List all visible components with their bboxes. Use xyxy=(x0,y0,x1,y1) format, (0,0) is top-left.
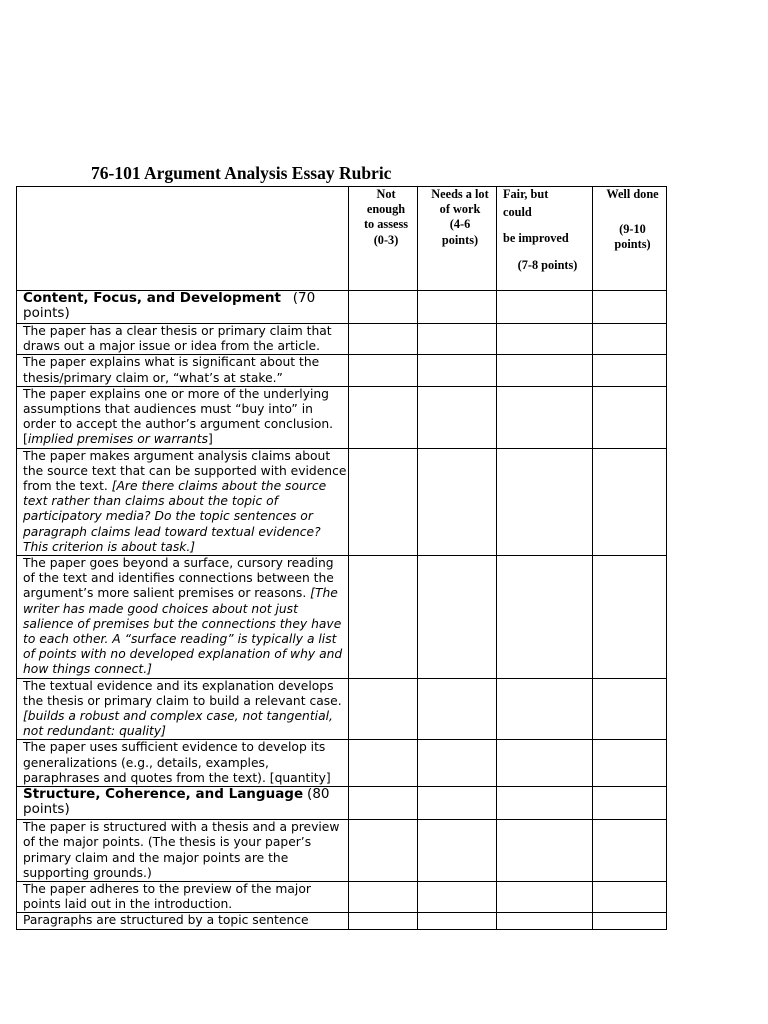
score-cell[interactable] xyxy=(418,324,497,355)
score-cell[interactable] xyxy=(497,324,593,355)
score-cell[interactable] xyxy=(593,324,667,355)
score-cell[interactable] xyxy=(593,448,667,555)
score-cell[interactable] xyxy=(497,291,593,324)
criterion-text: The paper explains one or more of the underlying assumptions that audiences must “buy into” in order to accept the author’s argument conclusion. [implied premises or warrants] xyxy=(17,386,349,448)
score-cell[interactable] xyxy=(418,448,497,555)
column-header-needs-work: Needs a lot of work (4-6 points) xyxy=(418,187,497,291)
criterion-row xyxy=(17,386,667,448)
score-cell[interactable] xyxy=(593,740,667,787)
criterion-row xyxy=(17,913,667,930)
criterion-row xyxy=(17,820,667,882)
score-cell[interactable] xyxy=(497,386,593,448)
score-cell[interactable] xyxy=(349,881,418,912)
score-cell[interactable] xyxy=(418,881,497,912)
score-cell[interactable] xyxy=(418,913,497,930)
criterion-text: The paper adheres to the preview of the major points laid out in the introduction. xyxy=(17,881,349,912)
score-cell[interactable] xyxy=(418,556,497,679)
section-row xyxy=(17,291,667,324)
score-cell[interactable] xyxy=(418,386,497,448)
score-cell[interactable] xyxy=(349,913,418,930)
criterion-text: The paper makes argument analysis claims about the source text that can be supported with evidence from the text. [Are there claims about the source text rather than claims about the topic of participatory media? Do the topic sentences or paragraph claims lead toward textual evidence? This criterion is about task.] xyxy=(17,448,349,555)
score-cell[interactable] xyxy=(593,291,667,324)
score-cell[interactable] xyxy=(497,881,593,912)
score-cell[interactable] xyxy=(349,324,418,355)
score-cell[interactable] xyxy=(349,678,418,740)
criterion-text: The textual evidence and its explanation develops the thesis or primary claim to build a relevant case. [builds a robust and complex case, not tangential, not redundant: quality] xyxy=(17,678,349,740)
score-cell[interactable] xyxy=(593,386,667,448)
score-cell[interactable] xyxy=(497,787,593,820)
score-cell[interactable] xyxy=(593,913,667,930)
score-cell[interactable] xyxy=(349,820,418,882)
section-row xyxy=(17,787,667,820)
score-cell[interactable] xyxy=(418,678,497,740)
criterion-text: The paper uses sufficient evidence to develop its generalizations (e.g., details, examples, paraphrases and quotes from the text). [quantity] xyxy=(17,740,349,787)
score-cell[interactable] xyxy=(418,787,497,820)
criterion-row xyxy=(17,740,667,787)
score-cell[interactable] xyxy=(497,355,593,386)
score-cell[interactable] xyxy=(593,355,667,386)
score-cell[interactable] xyxy=(349,448,418,555)
score-cell[interactable] xyxy=(418,820,497,882)
criterion-text: The paper explains what is significant about the thesis/primary claim or, “what’s at stake.” xyxy=(17,355,349,386)
score-cell[interactable] xyxy=(349,355,418,386)
criterion-text: Paragraphs are structured by a topic sentence xyxy=(17,913,349,930)
score-cell[interactable] xyxy=(593,556,667,679)
section-heading: Structure, Coherence, and Language (80 points) xyxy=(17,787,349,820)
criterion-text: The paper is structured with a thesis and a preview of the major points. (The thesis is your paper’s primary claim and the major points are the supporting grounds.) xyxy=(17,820,349,882)
score-cell[interactable] xyxy=(418,355,497,386)
score-cell[interactable] xyxy=(349,740,418,787)
score-cell[interactable] xyxy=(349,556,418,679)
score-cell[interactable] xyxy=(593,787,667,820)
criterion-row xyxy=(17,324,667,355)
score-cell[interactable] xyxy=(497,740,593,787)
criterion-row xyxy=(17,448,667,555)
criterion-row xyxy=(17,881,667,912)
header-row xyxy=(17,187,667,291)
score-cell[interactable] xyxy=(593,881,667,912)
score-cell[interactable] xyxy=(497,678,593,740)
score-cell[interactable] xyxy=(497,820,593,882)
rubric-table xyxy=(16,186,667,930)
score-cell[interactable] xyxy=(349,787,418,820)
criterion-text: The paper goes beyond a surface, cursory reading of the text and identifies connections between the argument’s more salient premises or reasons. [The writer has made good choices about not just salience of premises but the connections they have to each other. A “surface reading” is typically a list of points with no developed explanation of why and how things connect.] xyxy=(17,556,349,679)
score-cell[interactable] xyxy=(497,448,593,555)
criteria-header-cell xyxy=(17,187,349,291)
criterion-row xyxy=(17,556,667,679)
section-heading: Content, Focus, and Development (70 points) xyxy=(17,291,349,324)
score-cell[interactable] xyxy=(593,820,667,882)
score-cell[interactable] xyxy=(593,678,667,740)
criterion-text: The paper has a clear thesis or primary claim that draws out a major issue or idea from the article. xyxy=(17,324,349,355)
column-header-well-done: Well done (9-10 points) xyxy=(593,187,667,291)
column-header-not-enough: Not enough to assess (0-3) xyxy=(349,187,418,291)
score-cell[interactable] xyxy=(497,556,593,679)
column-header-fair: Fair, but could be improved (7-8 points) xyxy=(497,187,593,291)
criterion-row xyxy=(17,678,667,740)
score-cell[interactable] xyxy=(418,740,497,787)
score-cell[interactable] xyxy=(349,291,418,324)
criterion-row xyxy=(17,355,667,386)
score-cell[interactable] xyxy=(497,913,593,930)
score-cell[interactable] xyxy=(349,386,418,448)
rubric-title: 76-101 Argument Analysis Essay Rubric xyxy=(91,163,392,183)
score-cell[interactable] xyxy=(418,291,497,324)
